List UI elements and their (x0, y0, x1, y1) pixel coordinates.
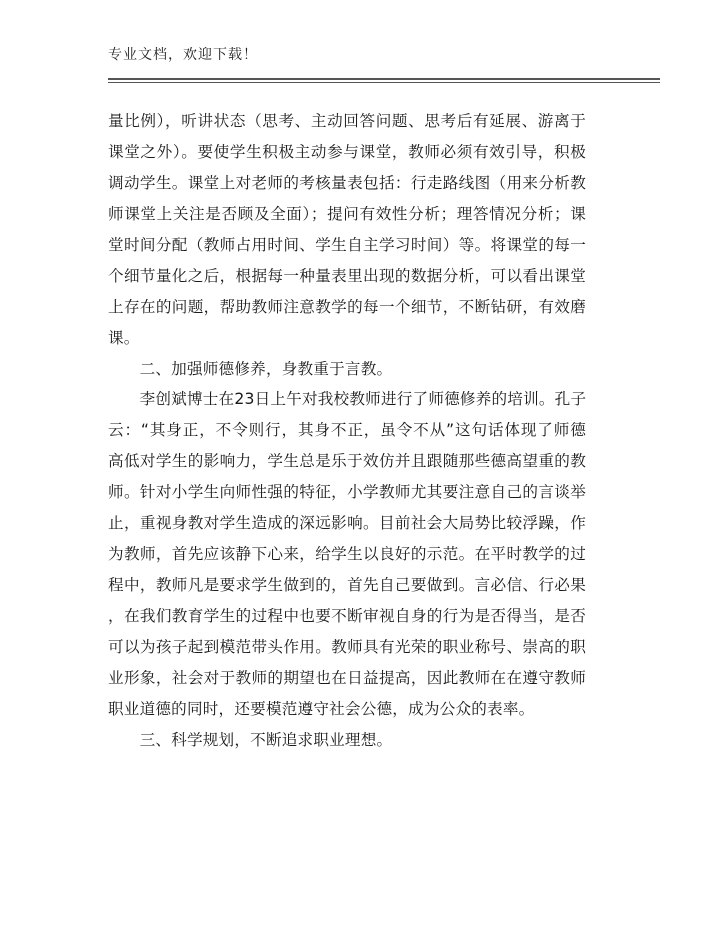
text-line: 职业道德的同时，还要模范遵守社会公德，成为公众的表率。 (108, 699, 535, 718)
header-rule-thin (108, 82, 660, 83)
text-line: 师课堂上关注是否顾及全面）；提问有效性分析；理答情况分析；课 (108, 204, 586, 223)
text-line: 云：“其身正，不令则行，其身不正，虽令不从”这句话体现了师德 (108, 421, 586, 440)
text-line: 高低对学生的影响力，学生总是乐于效仿并且跟随那些德高望重的教 (108, 452, 586, 471)
text-line: 业形象，社会对于教师的期望也在日益提高，因此教师在在遵守教师 (108, 668, 586, 687)
text-line: 调动学生。课堂上对老师的考核量表包括：行走路线图（用来分析教 (108, 173, 586, 192)
text-line: 课堂之外）。要使学生积极主动参与课堂，教师必须有效引导，积极 (108, 142, 586, 161)
text-line: 量比例），听讲状态（思考、主动回答问题、思考后有延展、游离于 (108, 112, 586, 130)
text-line: 师。针对小学生向师性强的特征，小学教师尤其要注意自己的言谈举 (108, 483, 586, 502)
text-line: 为教师，首先应该静下心来，给学生以良好的示范。在平时教学的过 (108, 545, 586, 564)
text-line: 上存在的问题，帮助教师注意教学的每一个细节，不断钻研，有效磨 (108, 297, 586, 316)
text-line: 个细节量化之后，根据每一种量表里出现的数据分析，可以看出课堂 (108, 266, 586, 285)
section-heading: 三、科学规划，不断追求职业理想。 (108, 730, 393, 749)
text-line: ，在我们教育学生的过程中也要不断审视自身的行为是否得当，是否 (108, 607, 586, 625)
text-line: 可以为孩子起到模范带头作用。教师具有光荣的职业称号、崇高的职 (108, 637, 586, 656)
header-rule-thick (108, 78, 660, 80)
text-line: 止，重视身教对学生造成的深远影响。目前社会大局势比较浮躁，作 (108, 514, 586, 533)
text-line: 课。 (108, 328, 140, 347)
text-line: 堂时间分配（教师占用时间、学生自主学习时间）等。将课堂的每一 (108, 235, 586, 254)
text-line: 程中，教师凡是要求学生做到的，首先自己要做到。言必信、行必果 (108, 576, 586, 595)
text-line: 李创斌博士在23日上午对我校教师进行了师德修养的培训。孔子 (108, 390, 587, 409)
section-heading: 二、加强师德修养，身教重于言教。 (108, 359, 393, 378)
header-title: 专业文档，欢迎下载！ (108, 47, 258, 63)
document-body (108, 106, 586, 756)
